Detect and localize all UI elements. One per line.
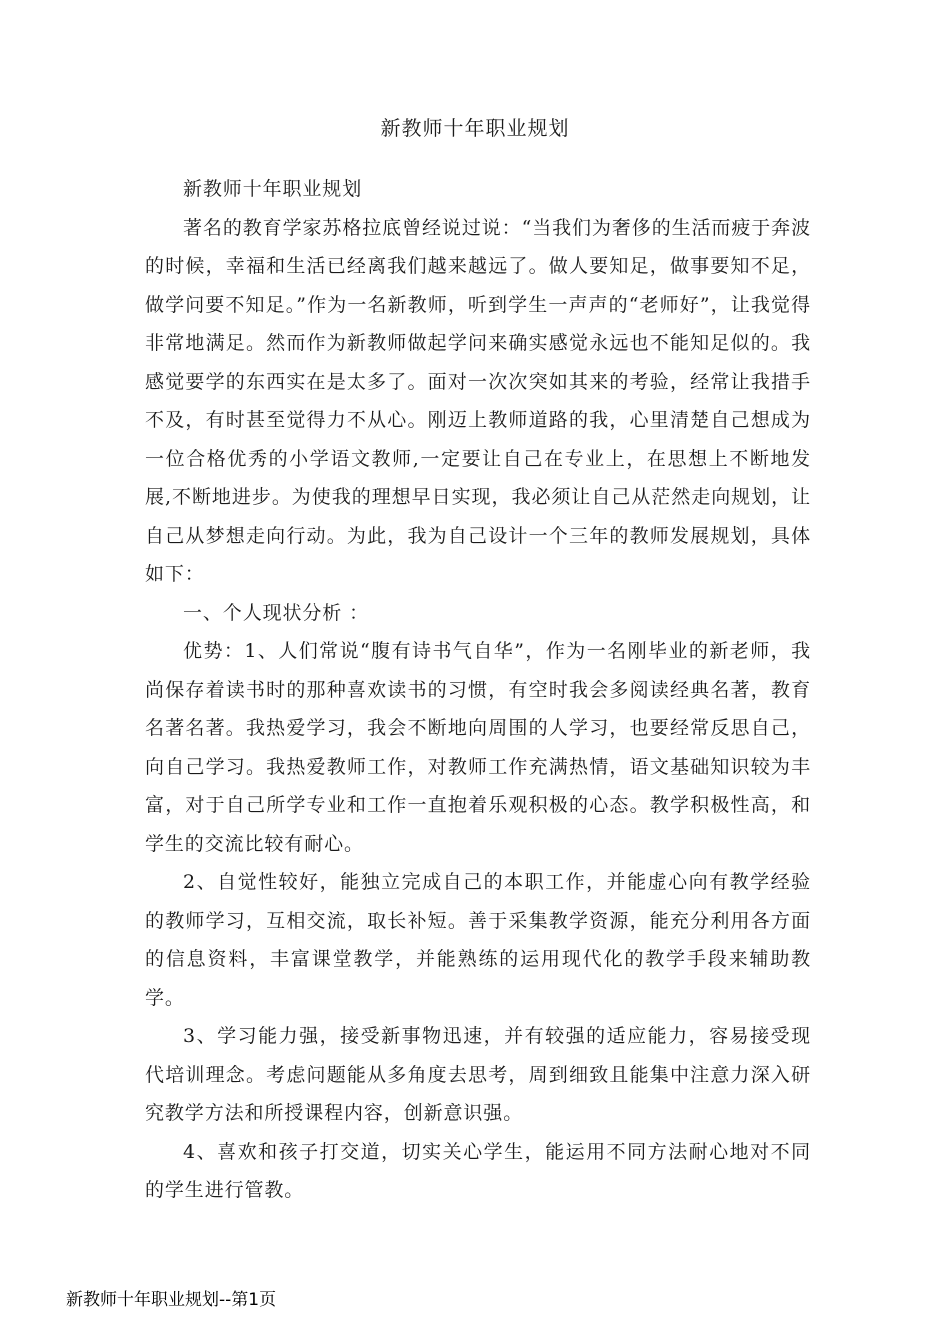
paragraph-strength-2: 2、自觉性较好，能独立完成自己的本职工作，并能虚心向有教学经验的教师学习，互相交流，取长补短。善于采集教学资源，能充分利用各方面的信息资料，丰富课堂教学，并能熟练的运用现代化的教学手段来辅助教学。: [145, 871, 811, 1009]
document-body: [145, 170, 811, 1210]
paragraph-strength-3: 3、学习能力强，接受新事物迅速，并有较强的适应能力，容易接受现代培训理念。考虑问题能从多角度去思考，周到细致且能集中注意力深入研究教学方法和所授课程内容，创新意识强。: [145, 1025, 811, 1124]
page-footer: 新教师十年职业规划--第1页: [66, 1290, 277, 1310]
paragraph-strength-1: 优势：1、人们常说“腹有诗书气自华”，作为一名刚毕业的新老师，我尚保存着读书时的那种喜欢读书的习惯，有空时我会多阅读经典名著，教育名著名著。我热爱学习，我会不断地向周围的人学习，也要经常反思自己，向自己学习。我热爱教师工作，对教师工作充满热情，语文基础知识较为丰富，对于自己所学专业和工作一直抱着乐观积极的心态。教学积极性高，和学生的交流比较有耐心。: [145, 640, 811, 855]
paragraph-strength-4: 4、喜欢和孩子打交道，切实关心学生，能运用不同方法耐心地对不同的学生进行管教。: [145, 1140, 811, 1201]
paragraph-subtitle: 新教师十年职业规划: [183, 178, 363, 200]
section-heading: 一、个人现状分析 ：: [183, 601, 370, 624]
document-title: 新教师十年职业规划: [380, 116, 570, 140]
paragraph-intro: 著名的教育学家苏格拉底曾经说过说：“当我们为奢侈的生活而疲于奔波的时候，幸福和生活已经离我们越来越远了。做人要知足，做事要知不足，做学问要不知足。”作为一名新教师，听到学生一声声的“老师好”，让我觉得非常地满足。然而作为新教师做起学问来确实感觉永远也不能知足似的。我感觉要学的东西实在是太多了。面对一次次突如其来的考验，经常让我措手不及，有时甚至觉得力不从心。刚迈上教师道路的我，心里清楚自己想成为一位合格优秀的小学语文教师,一定要让自己在专业上，在思想上不断地发展,不断地进步。为使我的理想早日实现，我必须让自己从茫然走向规划，让自己从梦想走向行动。为此，我为自己设计一个三年的教师发展规划，具体如下：: [145, 216, 811, 585]
